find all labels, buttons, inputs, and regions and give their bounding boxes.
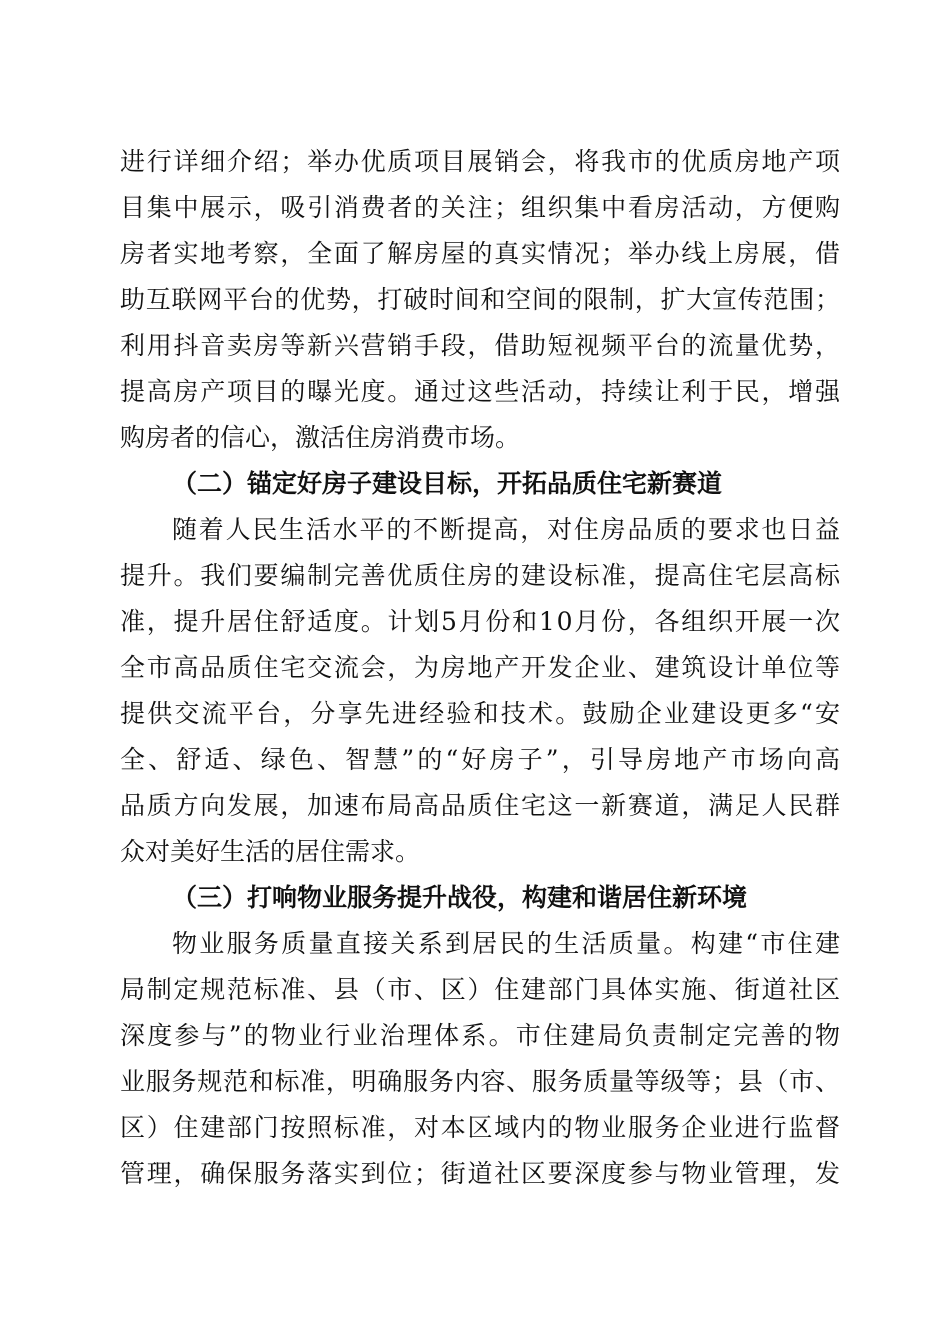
- body-text-line: 品质方向发展，加速布局高品质住宅这一新赛道，满足人民群: [120, 791, 842, 820]
- section-heading-2: （二）锚定好房子建设目标，开拓品质住宅新赛道: [172, 469, 723, 498]
- body-text-line: 目集中展示，吸引消费者的关注；组织集中看房活动，方便购: [120, 193, 842, 222]
- body-text-line: 局制定规范标准、县（市、区）住建部门具体实施、街道社区: [120, 975, 842, 1004]
- body-text-line: 随着人民生活水平的不断提高，对住房品质的要求也日益: [172, 515, 842, 544]
- body-text-line: 助互联网平台的优势，打破时间和空间的限制，扩大宣传范围；: [120, 285, 841, 314]
- body-text-line: 区）住建部门按照标准，对本区域内的物业服务企业进行监督: [120, 1113, 842, 1142]
- body-text-line: 提高房产项目的曝光度。通过这些活动，持续让利于民，增强: [120, 377, 842, 406]
- body-text-line: 准，提升居住舒适度。计划5月份和10月份，各组织开展一次: [120, 607, 842, 636]
- body-text-line: 购房者的信心，激活住房消费市场。: [120, 423, 521, 452]
- body-text-line: 业服务规范和标准，明确服务内容、服务质量等级等；县（市、: [120, 1067, 841, 1096]
- body-text-line: 众对美好生活的居住需求。: [120, 837, 421, 866]
- body-text-line: 利用抖音卖房等新兴营销手段，借助短视频平台的流量优势，: [120, 331, 842, 360]
- body-text-line: 提升。我们要编制完善优质住房的建设标准，提高住宅层高标: [120, 561, 842, 590]
- body-text-line: 全、舒适、绿色、智慧”的“好房子”，引导房地产市场向高: [120, 745, 844, 774]
- body-text-line: 进行详细介绍；举办优质项目展销会，将我市的优质房地产项: [120, 147, 842, 176]
- body-text-line: 房者实地考察，全面了解房屋的真实情况；举办线上房展，借: [120, 239, 842, 268]
- body-text-line: 提供交流平台，分享先进经验和技术。鼓励企业建设更多“安: [120, 699, 843, 728]
- body-text-line: 管理，确保服务落实到位；街道社区要深度参与物业管理，发: [120, 1159, 842, 1188]
- section-heading-3: （三）打响物业服务提升战役，构建和谐居住新环境: [172, 883, 748, 912]
- body-text-line: 物业服务质量直接关系到居民的生活质量。构建“市住建: [172, 929, 843, 958]
- body-text-line: 深度参与”的物业行业治理体系。市住建局负责制定完善的物: [120, 1021, 843, 1050]
- body-text-line: 全市高品质住宅交流会，为房地产开发企业、建筑设计单位等: [120, 653, 842, 682]
